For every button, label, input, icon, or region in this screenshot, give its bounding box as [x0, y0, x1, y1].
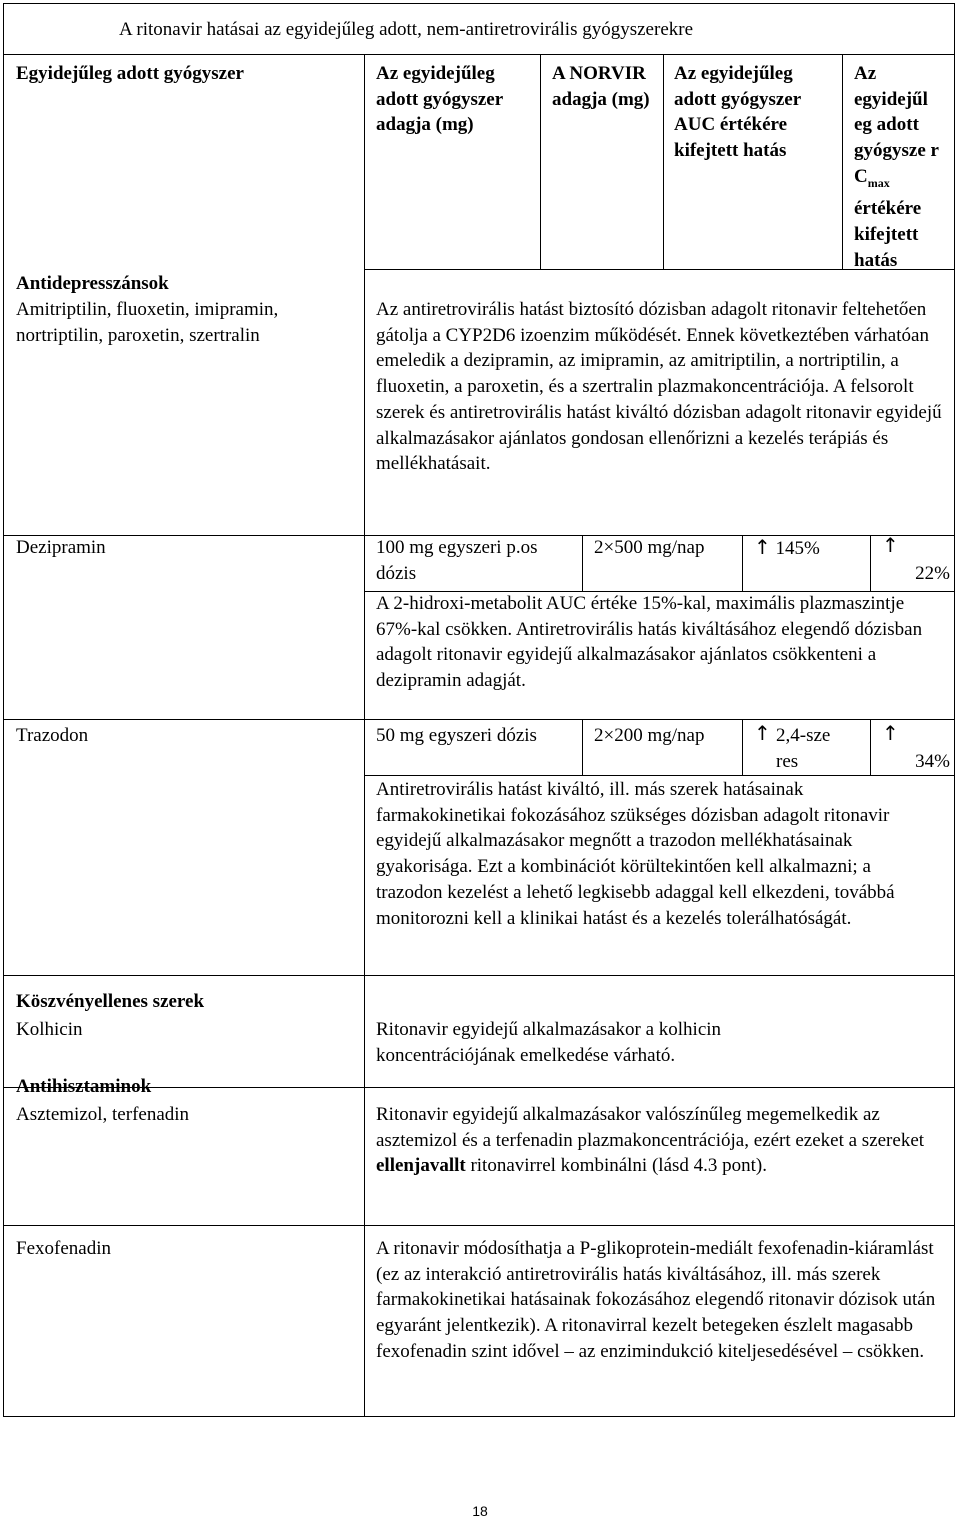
note-text: ritonavirrel kombinálni (lásd 4.3 pont). — [465, 1155, 768, 1177]
category-gout: Köszvényellenes szerek — [16, 991, 205, 1012]
col-divider — [842, 55, 843, 269]
header-cmax-subscript: max — [867, 175, 890, 190]
page-number: 18 — [472, 1503, 488, 1519]
arrow-up-icon: ↑ — [754, 721, 771, 745]
col-divider — [870, 535, 871, 591]
note-astemizol — [376, 1102, 948, 1179]
col-divider — [582, 719, 583, 775]
row-divider — [4, 719, 954, 720]
drug-dezipramin: Dezipramin — [16, 537, 106, 558]
cmax-trazodon: 34% — [915, 751, 950, 772]
table-title: A ritonavir hatásai az egyidejűleg adott, nem-antiretrovirális gyógyszerekre — [3, 3, 955, 55]
drug-trazodon: Trazodon — [16, 725, 89, 746]
header-cmax-label: Az egyidejűl eg adott gyógysze r C — [854, 63, 939, 187]
row-divider — [4, 975, 954, 976]
category-antihistamines: Antihisztaminok — [16, 1076, 152, 1097]
note-antidepressants: Az antiretrovirális hatást biztosító dózisban adagolt ritonavir feltehetően gátolja a CYP2D6 izoenzim működését. Ennek következtében várhatóan emeledik a dezipramin, az imipramin, az amitriptilin, a nortriptilin, a fluoxetin, a paroxetin, és a szertralin plazmakoncentrációja. A felsorolt szerek és antiretrovirális hatást kiváltó dózisban adagolt ritonavir egyidejű alkalmazásakor ajánlatos gondosan ellenőrizni a kezelés terápiás és mellékhatásait. — [376, 299, 942, 475]
dose-dezipramin: 100 mg egyszeri p.os dózis — [376, 537, 538, 584]
col-divider — [742, 535, 743, 591]
norvir-dezipramin: 2×500 mg/nap — [594, 537, 705, 558]
auc-trazodon: 2,4-szeres — [776, 725, 831, 772]
header-norvir: A NORVIR adagja (mg) — [552, 63, 650, 110]
arrow-up-icon: ↑ — [882, 721, 899, 745]
row-divider — [4, 1225, 954, 1226]
drug-kolhicin: Kolhicin — [16, 1019, 83, 1040]
header-dose: Az egyidejűleg adott gyógyszer adagja (mg) — [376, 63, 503, 136]
note-emphasis: ellenjavallt — [376, 1155, 466, 1177]
header-cmax — [854, 61, 950, 273]
auc-value: 145% — [775, 538, 820, 559]
drug-astemizol: Asztemizol, terfenadin — [16, 1104, 190, 1125]
col-divider — [364, 55, 365, 1417]
col-divider — [663, 55, 664, 269]
header-drug: Egyidejűleg adott gyógyszer — [16, 63, 244, 84]
note-fexofenadin: A ritonavir módosíthatja a P-glikoprotein-mediált fexofenadin-kiáramlást (ez az interakció antiretrovirális hatás kiváltásához, ill. más szerek farmakokinetikai hatásainak fokozásához elegendő ritonavir dózisok után egyaránt jelentkezik). A ritonavirral kezelt betegeken észlelt magasabb fexofenadin szint idővel – az enzimindukció kiteljesedésével – csökken. — [376, 1238, 936, 1362]
interaction-table — [3, 54, 955, 1417]
note-trazodon: Antiretrovirális hatást kiváltó, ill. más szerek hatásainak farmakokinetikai fokozásához szükséges dózisban adagolt ritonavir egyidejű alkalmazásakor megnőtt a trazodon mellékhatásainak gyakorisága. Ezt a kombinációt körültekintően kell alkalmazni; a trazodon kezelést a lehető legkisebb adaggal kell elkezdeni, továbbá monitorozni kell a klinikai hatást és a kezelés tolerálhatóságát. — [376, 779, 895, 929]
col-divider — [582, 535, 583, 591]
drug-fexofenadin: Fexofenadin — [16, 1238, 111, 1259]
col-divider — [742, 719, 743, 775]
col-divider — [540, 55, 541, 269]
dose-trazodon: 50 mg egyszeri dózis — [376, 725, 537, 746]
note-kolhicin: Ritonavir egyidejű alkalmazásakor a kolhicin koncentrációjának emelkedése várható. — [376, 1019, 722, 1066]
note-dezipramin: A 2-hidroxi-metabolit AUC értéke 15%-kal, maximális plazmaszintje 67%-kal csökken. Antiretrovirális hatás kiváltásához elegendő dózisban adagolt ritonavir egyidejű alkalmazásakor ajánlatos csökkenteni a dezipramin adagját. — [376, 593, 923, 692]
drugs-antidepressants: Amitriptilin, fluoxetin, imipramin, nortriptilin, paroxetin, szertralin — [16, 299, 279, 346]
cmax-dezipramin: 22% — [915, 563, 950, 584]
row-divider — [364, 775, 954, 776]
arrow-up-icon: ↑ — [754, 535, 771, 559]
col-divider — [870, 719, 871, 775]
header-auc: Az egyidejűleg adott gyógyszer AUC értékére kifejtett hatás — [674, 63, 801, 162]
note-text: Ritonavir egyidejű alkalmazásakor valószínűleg megemelkedik az asztemizol és a terfenadin plazmakoncentrációja, ezért ezeket a szereket — [376, 1104, 925, 1151]
auc-dezipramin — [754, 535, 866, 562]
header-cmax-label-end: értékére kifejtett hatás — [854, 198, 922, 271]
arrow-up-icon: ↑ — [882, 533, 899, 557]
category-antidepressants: Antidepresszánsok — [16, 273, 169, 294]
norvir-trazodon: 2×200 mg/nap — [594, 725, 705, 746]
